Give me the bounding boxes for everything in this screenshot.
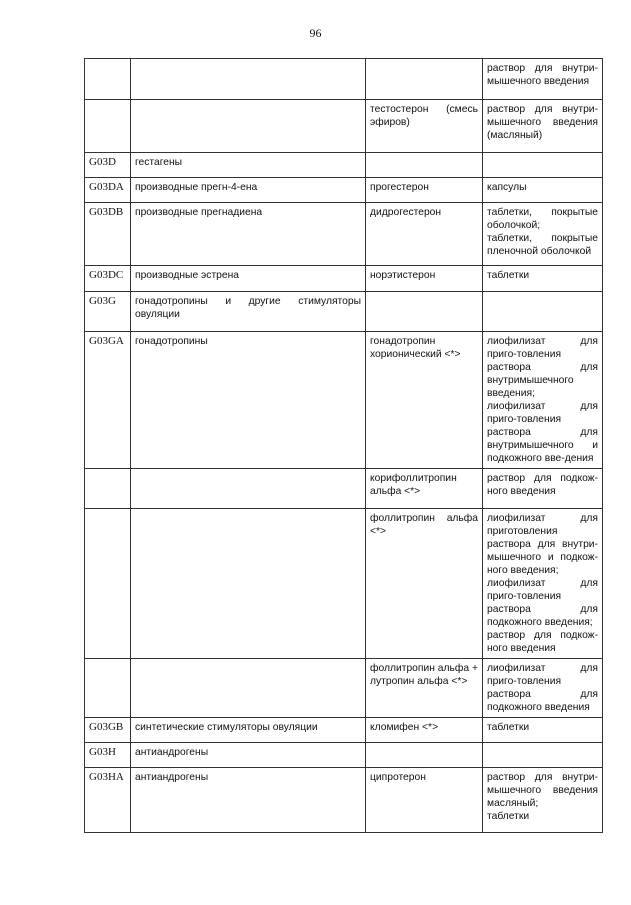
dosage-forms: [483, 292, 603, 332]
dosage-form-item: лиофилизат для приго-товления раствора для подкожного введения;: [487, 578, 598, 628]
dosage-forms: [483, 153, 603, 178]
dosage-form-item: раствор для внутри-мышечного введения: [487, 63, 598, 87]
table-row: [85, 292, 603, 332]
group-name: синтетические стимуляторы овуляции: [131, 718, 366, 743]
drug-name: [366, 59, 483, 100]
drug-name: гонадотропин хорионический <*>: [366, 332, 483, 469]
table-row: [85, 332, 603, 469]
group-name: [131, 100, 366, 153]
dosage-form-item: таблетки: [487, 722, 530, 733]
drug-name: дидрогестерон: [366, 203, 483, 266]
dosage-form-item: лиофилизат для приго-товления раствора для внутримышечного и подкожного вве-дения: [487, 401, 598, 464]
drug-name: норэтистерон: [366, 266, 483, 292]
group-name: производные прегн-4-ена: [131, 178, 366, 203]
table-row: [85, 743, 603, 768]
group-name: [131, 509, 366, 659]
dosage-form-item: раствор для внутри-мышечного введения (масляный): [487, 104, 598, 141]
atc-code: [85, 469, 131, 509]
dosage-form-item: раствор для внутри-мышечного введения масляный;: [487, 772, 598, 809]
group-name: [131, 659, 366, 718]
atc-code: G03DA: [85, 178, 131, 203]
table-row: [85, 509, 603, 659]
dosage-form-item: лиофилизат для приго-товления раствора для внутримышечного введения;: [487, 336, 598, 399]
drug-name: прогестерон: [366, 178, 483, 203]
drug-name: тестостерон (смесь эфиров): [366, 100, 483, 153]
dosage-form-item: таблетки, покрытые оболочкой;: [487, 207, 598, 231]
group-name: [131, 469, 366, 509]
group-name: [131, 59, 366, 100]
group-name: гонадотропины и другие стимуляторы овуляции: [131, 292, 366, 332]
dosage-form-item: капсулы: [487, 182, 527, 193]
dosage-forms: [483, 203, 603, 266]
dosage-forms: [483, 59, 603, 100]
atc-code: [85, 659, 131, 718]
atc-code: [85, 509, 131, 659]
dosage-forms: [483, 266, 603, 292]
table-row: [85, 59, 603, 100]
dosage-forms: [483, 178, 603, 203]
table-row: [85, 768, 603, 833]
drug-name: [366, 292, 483, 332]
drug-name: фоллитропин альфа + лутропин альфа <*>: [366, 659, 483, 718]
atc-code: G03DB: [85, 203, 131, 266]
group-name: антиандрогены: [131, 768, 366, 833]
atc-code: [85, 100, 131, 153]
drug-name: кломифен <*>: [366, 718, 483, 743]
dosage-forms: [483, 100, 603, 153]
atc-code: G03G: [85, 292, 131, 332]
dosage-forms: [483, 718, 603, 743]
dosage-forms: [483, 743, 603, 768]
drug-name: [366, 743, 483, 768]
atc-code: G03HA: [85, 768, 131, 833]
table-row: [85, 718, 603, 743]
group-name: гестагены: [131, 153, 366, 178]
table-row: [85, 659, 603, 718]
table-row: [85, 203, 603, 266]
table-row: [85, 469, 603, 509]
atc-code: G03GB: [85, 718, 131, 743]
table-row: [85, 266, 603, 292]
dosage-form-item: раствор для подкож-ного введения: [487, 630, 598, 654]
group-name: производные эстрена: [131, 266, 366, 292]
atc-code: [85, 59, 131, 100]
dosage-forms: [483, 509, 603, 659]
dosage-forms: [483, 659, 603, 718]
page-number: 96: [309, 26, 322, 40]
atc-code: G03GA: [85, 332, 131, 469]
dosage-form-item: лиофилизат для приго-товления раствора для подкожного введения: [487, 663, 598, 713]
dosage-form-item: таблетки: [487, 270, 530, 281]
dosage-form-item: таблетки, покрытые пленочной оболочкой: [487, 233, 598, 257]
dosage-form-item: таблетки: [487, 811, 530, 822]
drug-name: фоллитропин альфа <*>: [366, 509, 483, 659]
drug-name: ципротерон: [366, 768, 483, 833]
table-row: [85, 178, 603, 203]
drug-name: корифоллитропин альфа <*>: [366, 469, 483, 509]
group-name: антиандрогены: [131, 743, 366, 768]
drug-name: [366, 153, 483, 178]
dosage-forms: [483, 469, 603, 509]
dosage-forms: [483, 768, 603, 833]
atc-code: G03H: [85, 743, 131, 768]
dosage-forms: [483, 332, 603, 469]
dosage-form-item: лиофилизат для приготовления раствора для внутри-мышечного и подкож-ного введения;: [487, 513, 598, 576]
dosage-form-item: раствор для подкож-ного введения: [487, 473, 598, 497]
group-name: гонадотропины: [131, 332, 366, 469]
table-row: [85, 153, 603, 178]
atc-code: G03DC: [85, 266, 131, 292]
drug-table: [84, 58, 603, 833]
atc-code: G03D: [85, 153, 131, 178]
group-name: производные прегнадиена: [131, 203, 366, 266]
table-row: [85, 100, 603, 153]
